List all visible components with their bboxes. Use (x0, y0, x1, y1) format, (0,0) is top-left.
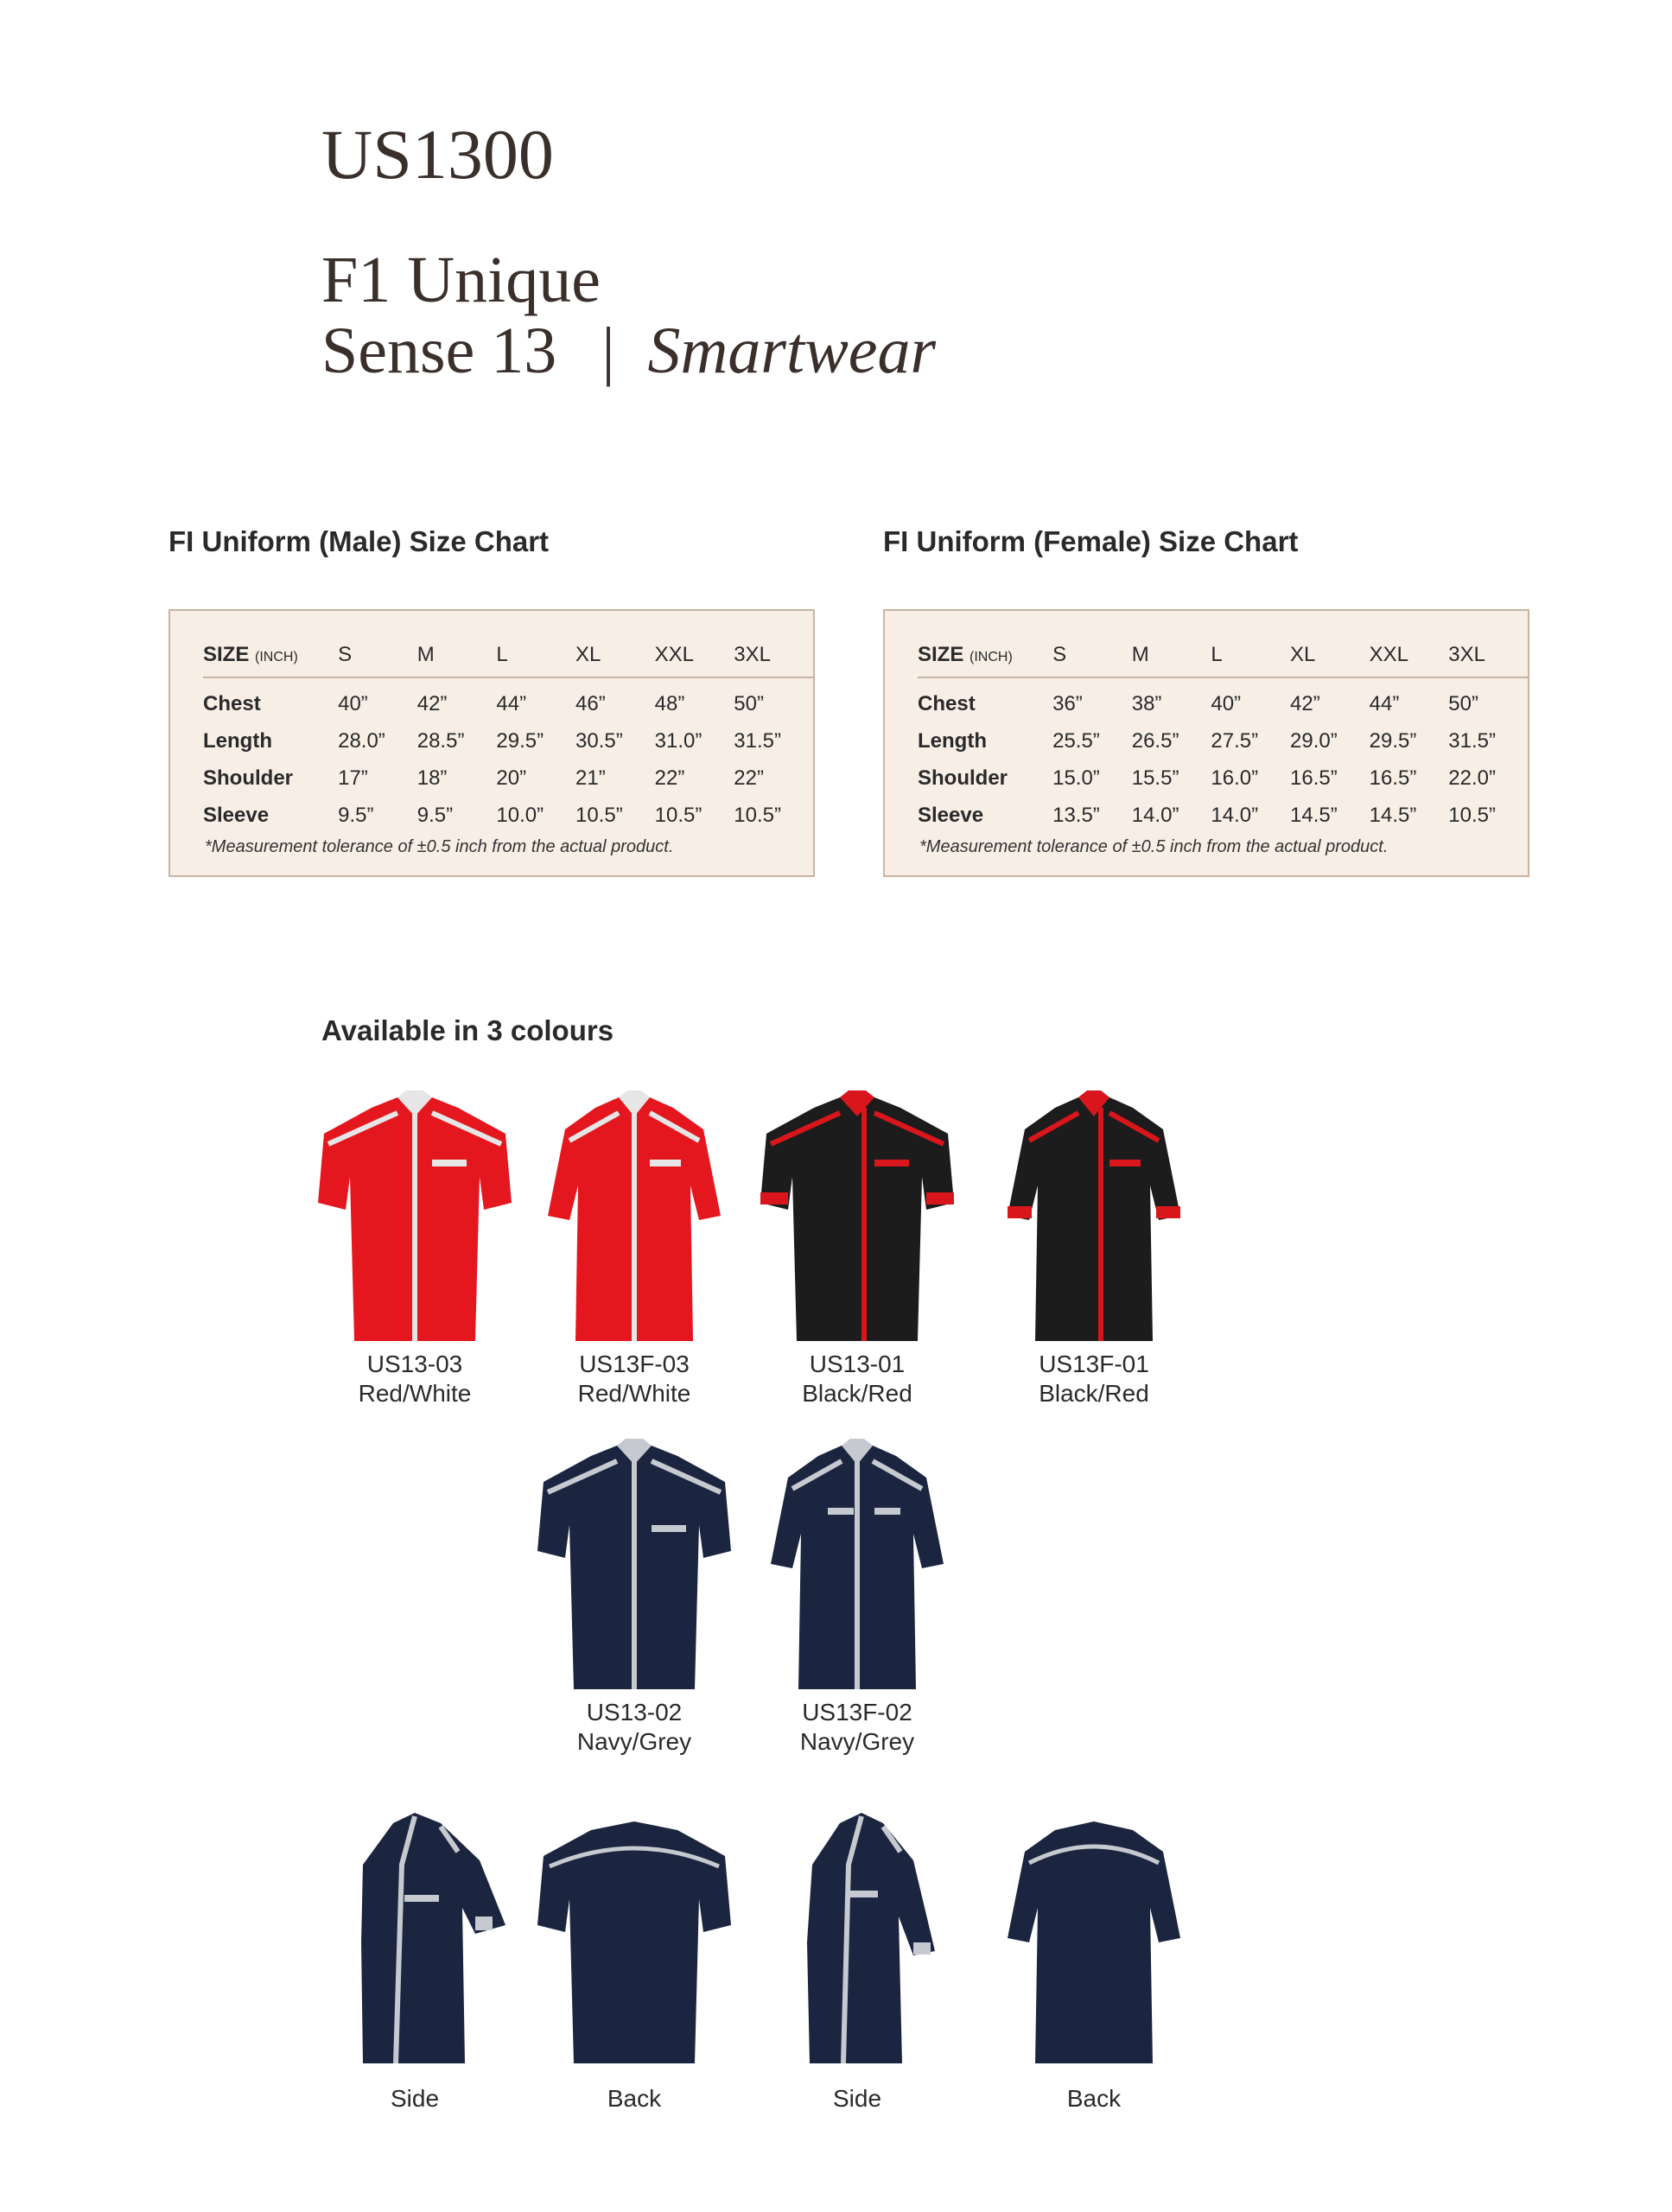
shirt-us13f-03 (522, 1090, 747, 1408)
shirt-us13f-02 (745, 1439, 970, 1757)
shirt-us13-02 (522, 1439, 747, 1757)
shirt-front-image (753, 1439, 961, 1698)
title-separator: | (601, 315, 615, 387)
variant-code: US13F-01 (1039, 1351, 1149, 1377)
shirt-us13-01 (745, 1090, 970, 1408)
cell: 31.0” (654, 728, 702, 753)
size-col: XXL (1370, 633, 1449, 677)
cell: 50” (734, 691, 764, 715)
variant-colour: Red/White (358, 1380, 472, 1407)
cell: 27.5” (1211, 728, 1259, 753)
cell: 22” (654, 766, 685, 790)
size-col: XL (575, 633, 655, 677)
variant-code: US13-01 (809, 1351, 906, 1377)
view-label: Side (832, 2085, 882, 2112)
row-label: Chest (918, 691, 976, 715)
cell: 30.5” (575, 728, 623, 753)
row-label: Shoulder (203, 766, 294, 790)
row-label: Length (918, 728, 987, 753)
cell: 9.5” (416, 803, 454, 827)
cell: 31.5” (734, 728, 781, 753)
size-col: 3XL (734, 633, 813, 677)
cell: 40” (1211, 691, 1242, 715)
size-col: S (338, 633, 417, 677)
colours-heading: Available in 3 colours (321, 1014, 614, 1046)
cell: 22” (734, 766, 764, 790)
variant-colour: Black/Red (802, 1380, 912, 1407)
variant-code: US13F-02 (802, 1699, 912, 1726)
cell: 40” (338, 691, 368, 715)
view-label: Back (607, 2085, 662, 2112)
view-label: Back (1066, 2085, 1122, 2112)
cell: 44” (496, 691, 527, 715)
shirt-side-image (311, 1813, 518, 2072)
variant-colour: Navy/Grey (576, 1728, 692, 1755)
row-label: Sleeve (203, 803, 270, 827)
male-size-table (203, 633, 813, 834)
cell: 9.5” (338, 803, 374, 827)
size-header: SIZE (INCH) (918, 633, 1052, 677)
variant-colour: Red/White (577, 1380, 691, 1407)
view-label: Side (390, 2085, 440, 2112)
size-col: XXL (655, 633, 734, 677)
cell: 16.5” (1369, 766, 1417, 790)
male-back-view (522, 1813, 747, 2113)
size-header: SIZE (INCH) (203, 633, 338, 677)
female-side-view (745, 1813, 970, 2113)
cell: 10.0” (496, 803, 544, 827)
cell: 31.5” (1448, 728, 1496, 753)
table-row (203, 797, 813, 834)
size-col: XL (1290, 633, 1370, 677)
cell: 10.5” (1448, 803, 1496, 827)
cell: 26.5” (1131, 728, 1179, 753)
series-name: Sense 13 (321, 315, 557, 387)
shirt-front-image (990, 1090, 1198, 1350)
cell: 16.5” (1290, 766, 1338, 790)
cell: 48” (654, 691, 685, 715)
cell: 20” (496, 766, 527, 790)
cell: 17” (338, 766, 368, 790)
variant-code: US13-03 (366, 1351, 463, 1377)
female-chart-heading: FI Uniform (Female) Size Chart (883, 525, 1299, 557)
table-row (918, 677, 1528, 722)
cell: 42” (416, 691, 448, 715)
cell: 38” (1131, 691, 1162, 715)
shirt-front-image (531, 1090, 738, 1350)
cell: 13.5” (1052, 803, 1100, 827)
variant-colour: Navy/Grey (799, 1728, 915, 1755)
cell: 15.5” (1131, 766, 1179, 790)
table-row (918, 797, 1528, 834)
variant-code: US13F-03 (579, 1351, 690, 1377)
shirt-front-image (311, 1090, 518, 1350)
cell: 14.0” (1211, 803, 1259, 827)
shirt-front-image (531, 1439, 738, 1698)
cell: 25.5” (1052, 728, 1100, 753)
product-name-line-1: F1 Unique (321, 244, 601, 316)
shirt-us13f-01 (982, 1090, 1206, 1408)
cell: 10.5” (654, 803, 702, 827)
table-row (918, 722, 1528, 760)
cell: 10.5” (575, 803, 623, 827)
cell: 14.5” (1369, 803, 1417, 827)
table-row (203, 760, 813, 797)
row-label: Length (203, 728, 272, 753)
variant-colour: Black/Red (1039, 1380, 1149, 1407)
shirt-back-image (531, 1813, 738, 2072)
male-chart-heading: FI Uniform (Male) Size Chart (168, 525, 550, 557)
cell: 29.5” (496, 728, 544, 753)
shirt-side-image (753, 1813, 961, 2072)
cell: 29.0” (1290, 728, 1338, 753)
row-label: Shoulder (918, 766, 1008, 790)
cell: 21” (575, 766, 606, 790)
tolerance-note: *Measurement tolerance of ±0.5 inch from the actual product. (919, 837, 1389, 856)
cell: 28.5” (416, 728, 465, 753)
shirt-front-image (753, 1090, 961, 1350)
cell: 28.0” (338, 728, 385, 753)
variant-code: US13-02 (586, 1699, 683, 1726)
cell: 18” (416, 766, 448, 790)
category-name: Smartwear (647, 315, 937, 387)
male-size-chart (168, 609, 815, 877)
cell: 16.0” (1211, 766, 1259, 790)
cell: 36” (1052, 691, 1083, 715)
row-label: Chest (203, 691, 261, 715)
row-label: Sleeve (918, 803, 984, 827)
shirt-us13-03 (302, 1090, 527, 1408)
cell: 14.0” (1131, 803, 1179, 827)
female-back-view (982, 1813, 1206, 2113)
size-col: M (1132, 633, 1211, 677)
cell: 42” (1290, 691, 1320, 715)
female-size-chart (883, 609, 1529, 877)
cell: 15.0” (1052, 766, 1100, 790)
tolerance-note: *Measurement tolerance of ±0.5 inch from the actual product. (205, 837, 674, 856)
cell: 14.5” (1290, 803, 1338, 827)
cell: 10.5” (734, 803, 781, 827)
cell: 46” (575, 691, 606, 715)
size-col: L (496, 633, 575, 677)
size-col: 3XL (1448, 633, 1528, 677)
cell: 44” (1369, 691, 1400, 715)
size-col: S (1052, 633, 1132, 677)
table-row (918, 760, 1528, 797)
shirt-back-image (990, 1813, 1198, 2072)
table-row (203, 677, 813, 722)
female-size-table (918, 633, 1528, 834)
size-col: L (1211, 633, 1290, 677)
product-name-line-2 (321, 315, 937, 387)
cell: 29.5” (1369, 728, 1417, 753)
male-side-view (302, 1813, 527, 2113)
table-row (203, 722, 813, 760)
cell: 22.0” (1448, 766, 1496, 790)
cell: 50” (1448, 691, 1478, 715)
product-code: US1300 (321, 115, 554, 194)
size-col: M (417, 633, 497, 677)
